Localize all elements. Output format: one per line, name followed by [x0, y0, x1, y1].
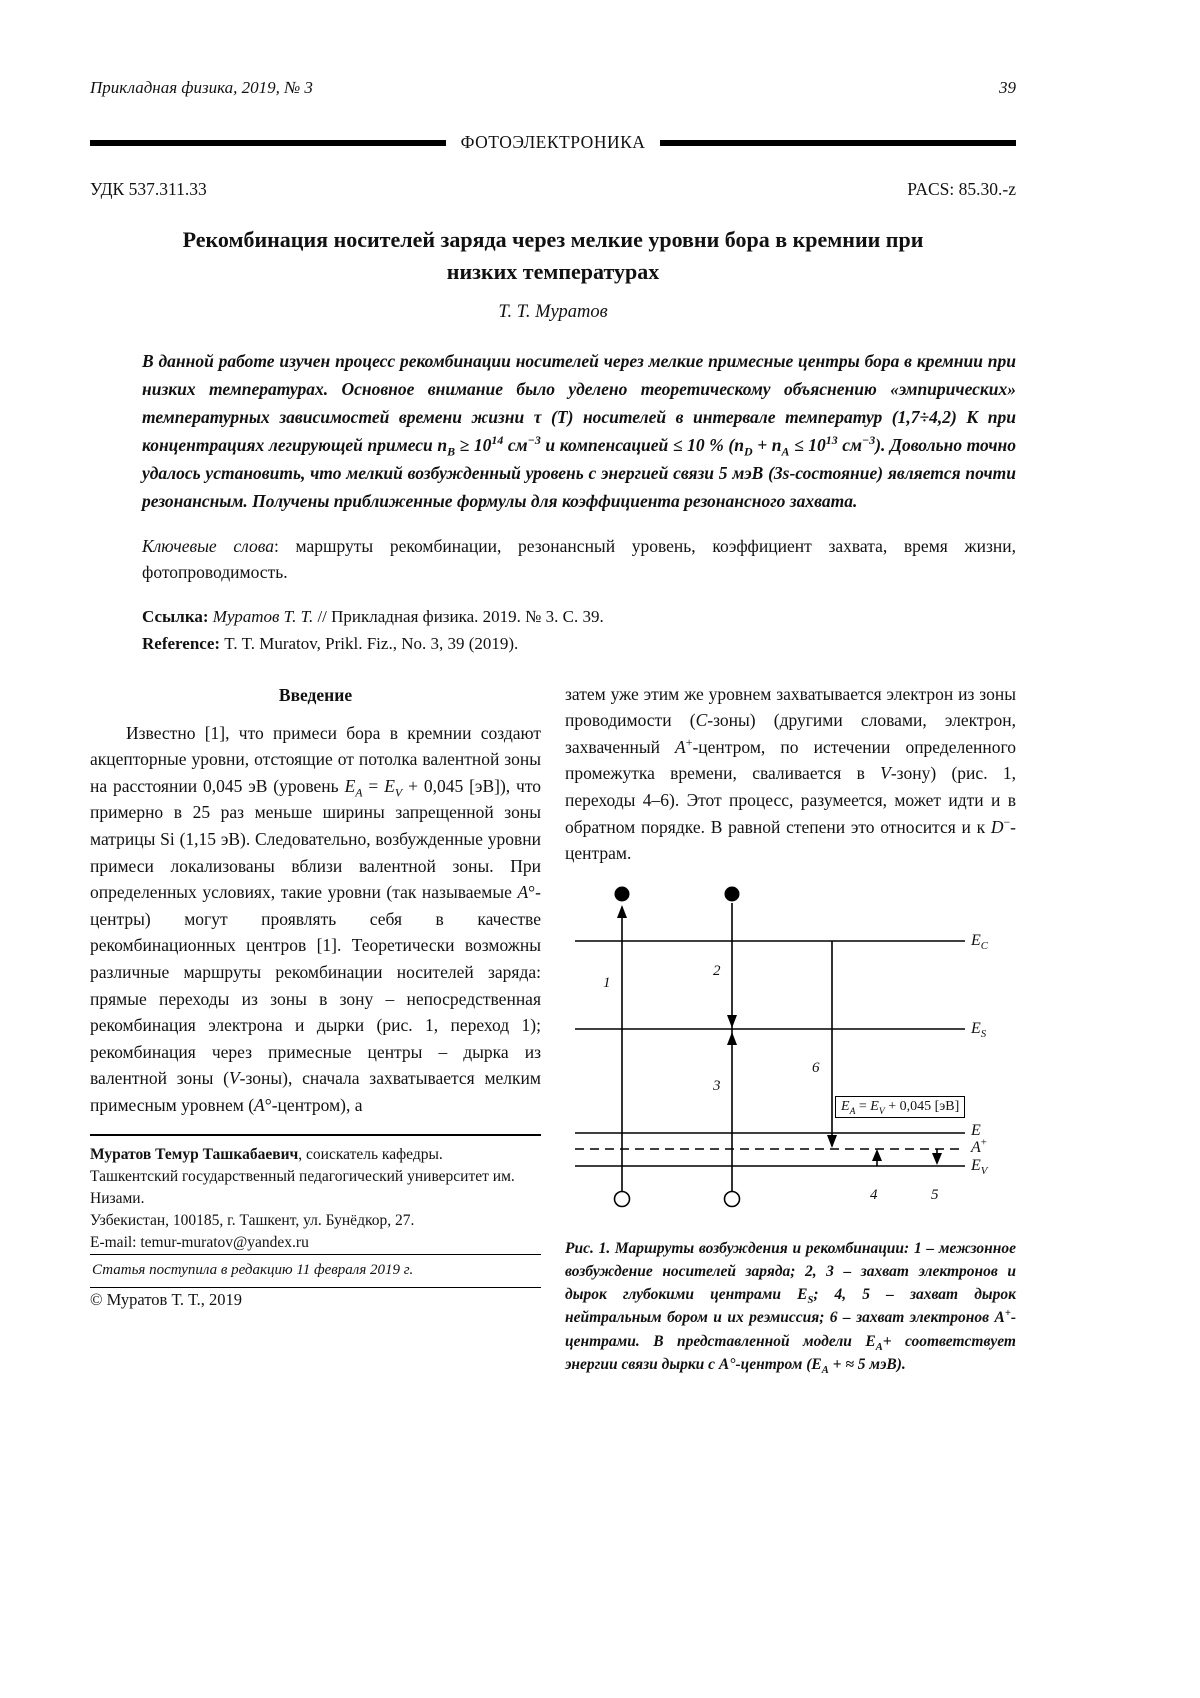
body-paragraph: затем уже этим же уровнем захватывается электрон из зоны проводимости (C-зоны) (другими словами, электрон, захваченный A+-центром, по истечении определенного промежутка времени, сваливается в V-зону) (рис. 1, переходы 4–6). Этот процесс, разумеется, может идти и в обратном порядке. В равной степени это относится и к D−-центрам. [565, 683, 1016, 864]
label-aplus: A+ [971, 1136, 987, 1156]
electron-filled-circle [615, 886, 630, 901]
section-banner-label: ФОТОЭЛЕКТРОНИКА [460, 132, 646, 152]
page-content [90, 0, 1016, 1392]
author-affiliation-line: Муратов Темур Ташкабаевич, соискатель кафедры. [90, 1146, 443, 1164]
label-ev: $E_V$ [971, 1156, 988, 1177]
arrow-down-5-icon [932, 1153, 942, 1165]
arrow-up-4-icon [872, 1149, 882, 1161]
page-number: 39 [999, 78, 1016, 97]
figure-1-caption: Рис. 1. Маршруты возбуждения и рекомбинации: 1 – межзонное возбуждение носителей заряда; 2, 3 – захват электронов и дырок глубокими центрами $E_S$; 4, 5 – захват дырок нейтральным бором и их реэмиссия; 6 – захват электронов A+-центрами. В представленной модели $E_A+$ соответствует энергии связи дырки с A°-центром ($E_A$ + ≈ 5 мэВ). [565, 1239, 1017, 1377]
double-rule-left [90, 140, 446, 146]
article-title: Рекомбинация носителей заряда через мелкие уровни бора в кремнии при низких температурах [182, 227, 924, 284]
double-rule-right [660, 140, 1016, 146]
received-date: Статья поступила в редакцию 11 февраля 2019 г. [90, 1254, 541, 1287]
left-column [90, 681, 541, 1392]
section-banner [90, 132, 1016, 153]
journal-title: Прикладная физика, 2019, № 3 [90, 78, 313, 97]
citation-ru: Ссылка: Муратов Т. Т. // Прикладная физика. 2019. № 3. С. 39. [142, 607, 604, 627]
transition-number-4: 4 [870, 1186, 878, 1203]
transition-number-6: 6 [812, 1059, 820, 1076]
hole-open-circle [725, 1191, 740, 1206]
band-diagram-svg [567, 881, 1015, 1221]
email-link[interactable]: E-mail: temur-muratov@yandex.ru [90, 1234, 309, 1252]
abstract: В данной работе изучен процесс рекомбинации носителей через мелкие примесные центры бора в кремнии при низких температурах. Основное внимание было уделено теоретическому объяснению «эмпирических» температурных зависимостей времени жизни τ (T) носителей в интервале температур (1,7÷4,2) К при концентрациях легирующей примеси $n_B \ge 10^{14}$ $см^{-3}$ и компенсацией ≤ 10 % ($n_D + n_A \le 10^{13}$ $см^{-3}$). Довольно точно удалось установить, что мелкий возбужденный уровень с энергией связи 5 мэВ (3s-состояние) является почти резонансным. Получены приближенные формулы для коэффициента резонансного захвата. [142, 350, 1017, 511]
figure-1-band-diagram [567, 881, 1015, 1221]
pacs-code: PACS: 85.30.-z [907, 179, 1016, 199]
arrow-up-3-icon [727, 1032, 737, 1045]
arrow-down-2-icon [727, 1015, 737, 1028]
citation-en: Reference: T. T. Muratov, Prikl. Fiz., No. 3, 39 (2019). [142, 633, 519, 653]
right-column [565, 681, 1016, 1392]
transition-number-1: 1 [603, 974, 611, 991]
udc-code: УДК 537.311.33 [90, 179, 207, 199]
classification-codes [90, 179, 1016, 200]
label-e: E [971, 1121, 981, 1139]
arrow-down-6-icon [827, 1135, 837, 1148]
label-ec: $E_C$ [971, 931, 989, 952]
transition-number-2: 2 [713, 962, 721, 979]
two-column-body [90, 681, 1016, 1392]
arrow-up-1-icon [617, 905, 627, 918]
author-address-line: Узбекистан, 100185, г. Ташкент, ул. Бунёдкор, 27. [90, 1212, 415, 1230]
intro-paragraph: Известно [1], что примеси бора в кремнии создают акцепторные уровни, отстоящие от потолка валентной зоны на расстоянии 0,045 эВ (уровень $E_A = E_V + 0,045$ [эВ]), что примерно в 25 раз меньше ширины запрещенной зоны матрицы Si (1,15 эВ). Следовательно, возбужденные уровни примеси локализованы вблизи валентной зоны. При определенных условиях, такие уровни (так называемые A°-центры) могут проявлять себя в качестве рекомбинационных центров [1]. Теоретически возможны различные маршруты рекомбинации носителей заряда: прямые переходы из зоны в зону – непосредственная рекомбинация электрона и дырки (рис. 1, переход 1); рекомбинация через примесные центры – дырка из валентной зоны (V-зоны), сначала захватывается мелким примесным уровнем (A°-центром), а [90, 722, 542, 1115]
hole-open-circle [615, 1191, 630, 1206]
running-head [90, 0, 1016, 98]
label-es: $E_S$ [971, 1019, 987, 1040]
author-footnote [90, 1134, 541, 1311]
author-affiliation-line: Ташкентский государственный педагогический университет им. Низами. [90, 1168, 515, 1208]
transition-number-5: 5 [931, 1186, 939, 1203]
transition-number-3: 3 [713, 1077, 721, 1094]
article-author: Т. Т. Муратов [498, 301, 608, 322]
electron-filled-circle [725, 886, 740, 901]
section-heading-introduction: Введение [278, 684, 353, 705]
ea-equation-box: $E_A = E_V + 0,045$ [эВ] [835, 1096, 965, 1118]
copyright-notice: © Муратов Т. Т., 2019 [90, 1289, 242, 1309]
keywords: Ключевые слова: маршруты рекомбинации, резонансный уровень, коэффициент захвата, время жизни, фотопроводимость. [142, 535, 1016, 583]
